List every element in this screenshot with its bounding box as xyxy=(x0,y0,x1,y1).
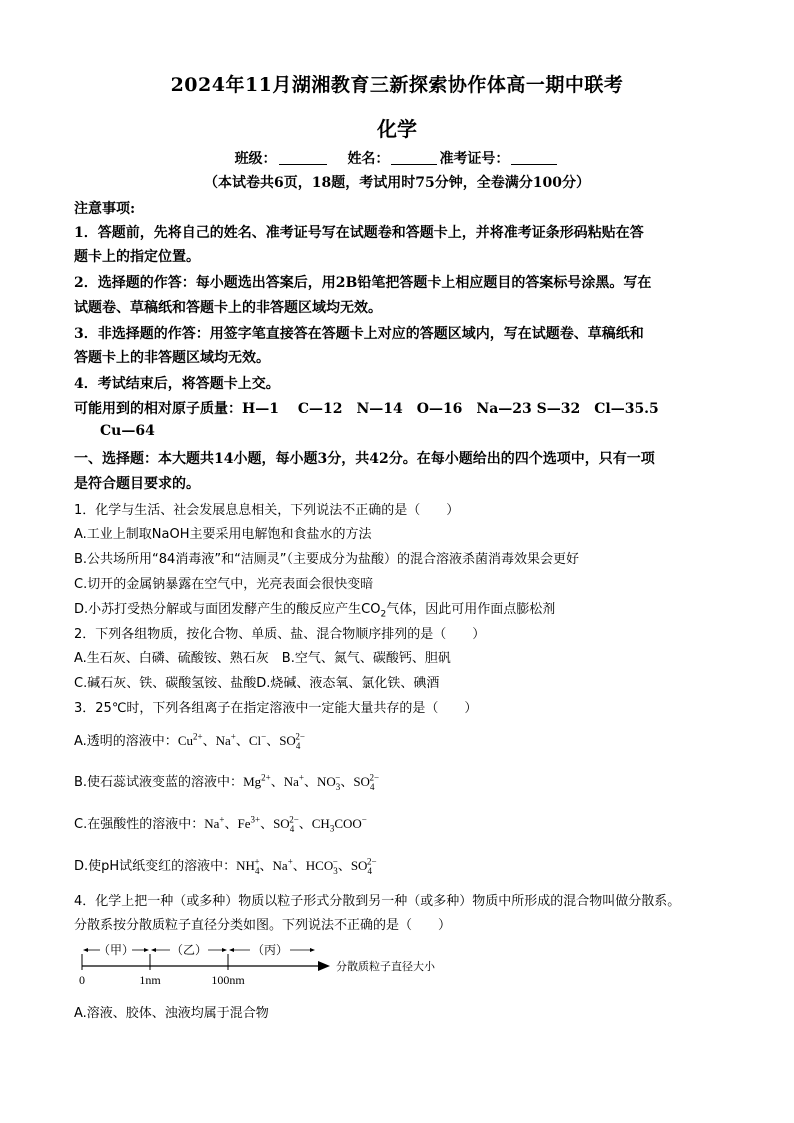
student-info-line xyxy=(0,148,794,168)
dispersion-diagram xyxy=(78,940,458,990)
q3-option-d-ions: $NH_4^+$、Na+、$HCO_3^-$、$SO_4^{2-}$ xyxy=(236,856,377,876)
seg2-right-arrowhead xyxy=(222,948,227,952)
subject-title: 化学 xyxy=(377,117,417,141)
notice-item-3b: 答题卡上的非答题区域均无效。 xyxy=(74,350,270,366)
exam-title: 2024年11月湖湘教育三新探索协作体高一期中联考 xyxy=(170,74,624,96)
q1-option-d-text: D.小苏打受热分解或与面团发酵产生的酸反应产生CO xyxy=(74,602,381,617)
q1-stem: 1．化学与生活、社会发展息息相关，下列说法不正确的是（ ） xyxy=(74,503,460,518)
notice-item-2a: 2．选择题的作答：每小题选出答案后，用2B铅笔把答题卡上相应题目的答案标号涂黑。写在 xyxy=(74,275,652,291)
exam-no-label: 准考证号： xyxy=(439,151,510,167)
q1-option-d-subscript: 2 xyxy=(380,609,387,620)
class-label: 班级： xyxy=(234,151,277,167)
notice-heading: 注意事项: xyxy=(74,201,136,217)
q3-option-c xyxy=(74,813,367,832)
seg1-right-arrowhead xyxy=(144,948,149,952)
q3-option-d xyxy=(74,855,377,874)
q3-option-b xyxy=(74,771,379,790)
q2-options-cd: C.碱石灰、铁、碳酸氢铵、盐酸D.烧碱、液态氧、氯化铁、碘酒 xyxy=(74,676,440,691)
seg3-right-arrowhead xyxy=(310,948,315,952)
q3-option-b-label: B.使石蕊试液变蓝的溶液中： xyxy=(74,775,244,790)
tick-0-label: 0 xyxy=(79,973,85,987)
notice-item-3a: 3．非选择题的作答：用签字笔直接答在答题卡上对应的答题区域内，写在试题卷、草稿纸和 xyxy=(74,326,644,342)
tick-100nm-label: 100nm xyxy=(211,973,245,987)
notice-item-1b: 题卡上的指定位置。 xyxy=(74,249,200,265)
tick-1nm-label: 1nm xyxy=(139,973,161,987)
q3-option-c-label: C.在强酸性的溶液中： xyxy=(74,817,205,832)
q4-stem-1: 4．化学上把一种（或多种）物质以粒子形式分散到另一种（或多种）物质中所形成的混合物叫做分散系。 xyxy=(74,894,681,909)
class-blank[interactable] xyxy=(279,150,327,165)
q4-option-a: A.溶液、胶体、浊液均属于混合物 xyxy=(74,1006,269,1021)
q1-option-b: B.公共场所用“84消毒液”和“洁厕灵”（主要成分为盐酸）的混合溶液杀菌消毒效果会更好 xyxy=(74,552,580,567)
exam-no-blank[interactable] xyxy=(511,150,557,165)
q3-option-c-ions: Na+、$Fe^{3+}$、$SO_4^{2-}$、$CH_3COO^-$ xyxy=(204,814,367,834)
q1-option-c: C.切开的金属钠暴露在空气中，光亮表面会很快变暗 xyxy=(74,577,374,592)
q3-option-b-ions: $Mg^{2+}$、Na+、$NO_3^-$、$SO_4^{2-}$ xyxy=(243,772,380,792)
q2-stem: 2．下列各组物质，按化合物、单质、盐、混合物顺序排列的是（ ） xyxy=(74,627,486,642)
axis-label: 分散质粒子直径大小 xyxy=(336,960,435,973)
section-1-heading: 一、选择题：本大题共14小题，每小题3分，共42分。在每小题给出的四个选项中，只有一项 xyxy=(74,451,655,467)
q3-option-a-ions: $Cu^{2+}$、Na+、Cl−、$SO_4^{2-}$ xyxy=(177,731,305,751)
q3-option-a xyxy=(74,730,305,749)
q3-stem: 3．25℃时，下列各组离子在指定溶液中一定能大量共存的是（ ） xyxy=(74,701,478,716)
paper-info: （本试卷共6页，18题，考试用时75分钟，全卷满分100分） xyxy=(204,175,590,191)
q3-option-a-label: A.透明的溶液中： xyxy=(74,734,178,749)
q1-option-d-text-end: 气体，因此可用作面点膨松剂 xyxy=(386,602,556,617)
notice-item-2b: 试题卷、草稿纸和答题卡上的非答题区域均无效。 xyxy=(74,300,382,316)
q2-options-ab: A.生石灰、白磷、硫酸铵、熟石灰 B.空气、氮气、碳酸钙、胆矾 xyxy=(74,651,451,666)
seg1-left-arrowhead xyxy=(83,948,88,952)
seg3-label: （丙） xyxy=(251,943,289,957)
q4-stem-2: 分散系按分散质粒子直径分类如图。下列说法不正确的是（ ） xyxy=(74,918,452,933)
seg3-left-arrowhead xyxy=(229,948,234,952)
q3-option-d-label: D.使pH试纸变红的溶液中： xyxy=(74,859,237,874)
seg1-label: （甲） xyxy=(97,943,135,957)
notice-item-4: 4．考试结束后，将答题卡上交。 xyxy=(74,376,280,392)
diagram-axis-arrow xyxy=(318,961,330,971)
seg2-left-arrowhead xyxy=(151,948,156,952)
q1-option-d xyxy=(74,598,556,620)
name-blank[interactable] xyxy=(391,150,437,165)
notice-item-1a: 1．答题前，先将自己的姓名、准考证号写在试题卷和答题卡上，并将准考证条形码粘贴在答 xyxy=(74,225,644,241)
atomic-mass-line-2: Cu—64 xyxy=(100,423,155,439)
name-label: 姓名： xyxy=(347,151,390,167)
q1-option-a: A.工业上制取NaOH主要采用电解饱和食盐水的方法 xyxy=(74,527,372,542)
seg2-label: （乙） xyxy=(170,943,208,957)
atomic-mass-line-1: 可能用到的相对原子质量：H—1 C—12 N—14 O—16 Na—23 S—32 Cl—35.5 xyxy=(74,401,659,417)
section-1-heading-cont: 是符合题目要求的。 xyxy=(74,476,200,492)
